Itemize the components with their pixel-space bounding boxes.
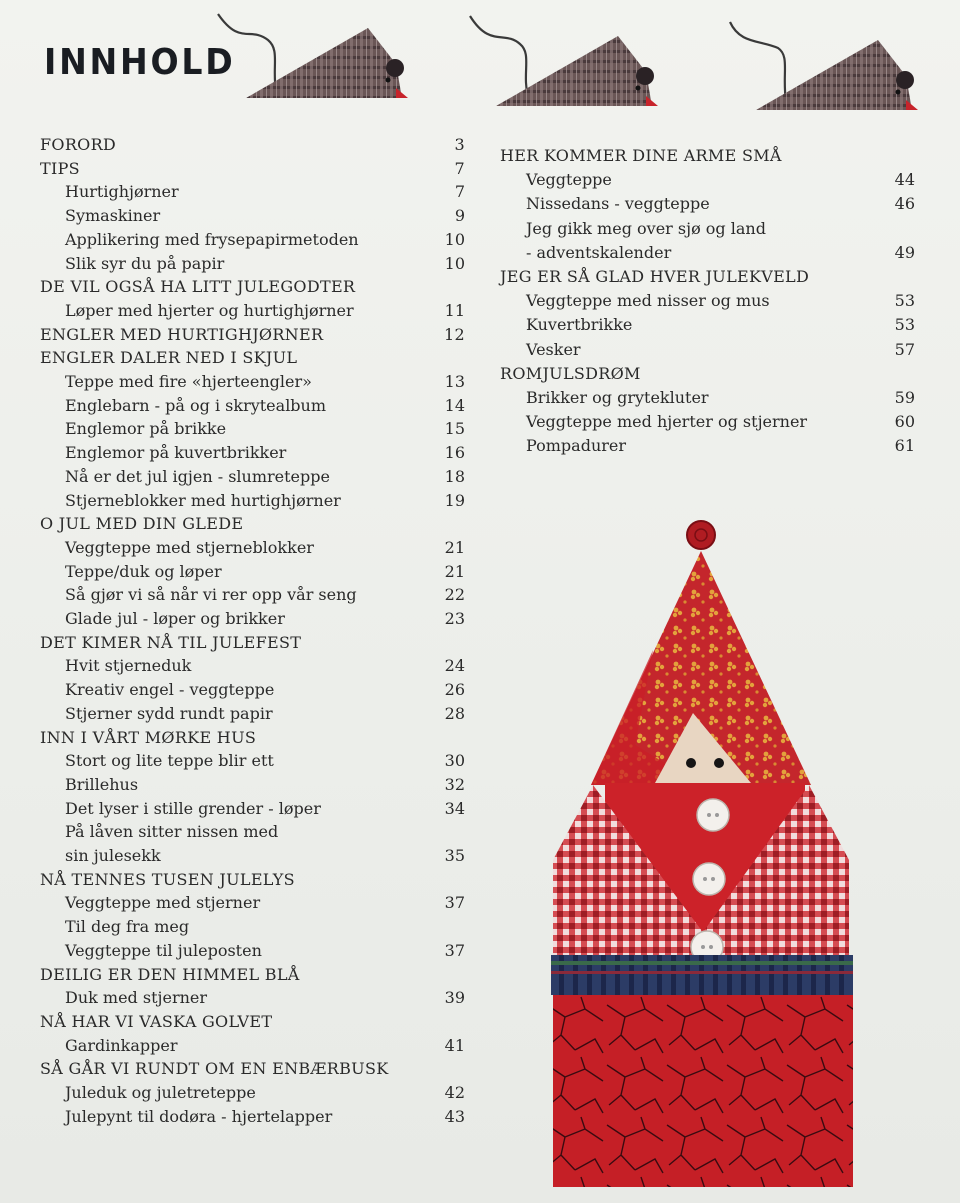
toc-entry-title: O JUL MED DIN GLEDE (40, 514, 244, 534)
toc-page-number: 16 (444, 443, 465, 463)
toc-page-number: 42 (444, 1083, 465, 1102)
toc-entry-title: Jeg gikk meg over sjø og land (526, 218, 766, 238)
toc-entry (40, 490, 470, 512)
toc-entry (40, 584, 470, 606)
toc-page-number: 57 (894, 339, 915, 359)
toc-entry-title: Hurtighjørner (65, 182, 179, 202)
toc-entry (40, 798, 470, 820)
toc-entry-title: Vesker (526, 339, 581, 359)
toc-entry (40, 253, 470, 275)
toc-page-number: 13 (444, 372, 465, 391)
toc-page-number: 7 (454, 182, 465, 202)
toc-entry-title: Slik syr du på papir (65, 253, 225, 273)
toc-page-number: 21 (444, 561, 465, 581)
toc-entry (500, 411, 920, 433)
toc-entry-title: ROMJULSDRØM (500, 363, 641, 383)
toc-entry-title: NÅ HAR VI VASKA GOLVET (40, 1011, 273, 1031)
toc-page-number: 14 (444, 395, 465, 415)
toc-page-number: 26 (444, 680, 465, 700)
toc-entry-title: Symaskiner (65, 206, 161, 226)
toc-entry-title: INN I VÅRT MØRKE HUS (40, 727, 257, 747)
toc-page-number: 21 (444, 537, 465, 557)
toc-entry (40, 1106, 470, 1128)
toc-entry (500, 314, 920, 336)
toc-page-number: 7 (454, 158, 465, 178)
toc-entry (40, 679, 470, 701)
toc-entry-title: Veggteppe (526, 170, 612, 190)
toc-entry (500, 242, 920, 264)
toc-page-number: 46 (894, 194, 915, 214)
toc-section-heading (40, 1011, 470, 1033)
toc-page-number: 11 (444, 300, 465, 320)
toc-page-number: 53 (894, 291, 915, 311)
toc-page-number: 61 (894, 436, 915, 456)
toc-section-heading (40, 632, 470, 654)
toc-section-heading (500, 145, 920, 167)
toc-entry (40, 418, 470, 440)
toc-page-number: 59 (894, 388, 915, 407)
toc-entry (40, 395, 470, 417)
toc-entry (40, 466, 470, 488)
toc-section-heading (40, 1058, 470, 1080)
toc-page-number: 44 (894, 170, 915, 190)
toc-entry (40, 608, 470, 630)
toc-page-number: 9 (454, 206, 465, 226)
toc-entry-title: Til deg fra meg (65, 917, 190, 937)
toc-entry-title: Så gjør vi så når vi rer opp vår seng (65, 585, 357, 605)
toc-entry-title: På låven sitter nissen med (65, 822, 279, 842)
toc-page-number: 49 (894, 242, 915, 262)
toc-entry (40, 442, 470, 464)
toc-entry-title: Pompadurer (526, 436, 627, 456)
toc-page-number: 3 (454, 135, 465, 154)
toc-entry (500, 435, 920, 457)
toc-entry-title: Hvit stjerneduk (65, 656, 192, 676)
toc-entry (40, 774, 470, 796)
toc-entry-title: Englemor på brikke (65, 419, 227, 439)
toc-entry-title: Kreativ engel - veggteppe (65, 680, 275, 700)
toc-entry-title: DET KIMER NÅ TIL JULEFEST (40, 632, 302, 652)
toc-right-column (500, 145, 920, 455)
toc-section-heading (40, 158, 470, 180)
toc-entry (40, 205, 470, 227)
toc-section-heading (500, 363, 920, 385)
toc-entry-title: Stjerner sydd rundt papir (65, 703, 273, 723)
fabric-gnome-illustration (545, 515, 857, 1190)
toc-entry-title: Nissedans - veggteppe (526, 194, 710, 214)
toc-page-number: 39 (444, 988, 465, 1008)
toc-entry-title: Veggteppe med hjerter og stjerner (526, 412, 808, 432)
toc-entry-title: Veggteppe med stjerner (65, 893, 261, 913)
toc-entry-title: Det lyser i stille grender - løper (65, 798, 321, 818)
plaid-mouse-icon (720, 14, 930, 114)
toc-entry-title: DE VIL OGSÅ HA LITT JULEGODTER (40, 277, 356, 297)
toc-entry (500, 169, 920, 191)
toc-entry-title: Stjerneblokker med hurtighjørner (65, 490, 341, 510)
toc-page-number: 18 (444, 466, 465, 486)
toc-entry-title: Teppe med fire «hjerteengler» (65, 372, 312, 391)
toc-entry-title: Teppe/duk og løper (65, 561, 222, 581)
toc-entry (40, 892, 470, 914)
toc-section-heading (40, 727, 470, 749)
toc-page-number: 60 (894, 412, 915, 432)
toc-page-number: 28 (444, 703, 465, 723)
toc-section-heading (40, 276, 470, 298)
toc-page-number: 22 (444, 585, 465, 605)
toc-entry (500, 290, 920, 312)
toc-entry (500, 339, 920, 361)
toc-entry (40, 703, 470, 725)
toc-page-number: 15 (444, 419, 465, 439)
toc-entry-title: Kuvertbrikke (526, 315, 633, 335)
toc-entry-title: sin julesekk (65, 846, 161, 865)
toc-entry (500, 387, 920, 409)
toc-entry-title: Julepynt til dodøra - hjertelapper (65, 1106, 333, 1126)
toc-entry-title: DEILIG ER DEN HIMMEL BLÅ (40, 964, 300, 984)
toc-entry (40, 561, 470, 583)
page-title: INNHOLD (44, 42, 236, 83)
toc-page-number: 10 (444, 253, 465, 273)
toc-entry-title: Duk med stjerner (65, 988, 208, 1008)
toc-entry (40, 537, 470, 559)
toc-entry-title: Veggteppe til juleposten (65, 940, 262, 960)
toc-section-heading (40, 324, 470, 346)
toc-entry-title: TIPS (40, 158, 80, 178)
toc-section-heading (500, 266, 920, 288)
toc-page-number: 23 (444, 609, 465, 628)
plaid-mouse-icon (210, 6, 420, 106)
toc-section-heading (40, 134, 470, 156)
toc-entry-title: Applikering med frysepapirmetoden (65, 229, 359, 249)
toc-entry (40, 750, 470, 772)
toc-entry-title: Juleduk og juletreteppe (65, 1083, 256, 1102)
toc-section-heading (40, 347, 470, 369)
toc-entry-title: Gardinkapper (65, 1035, 178, 1055)
toc-page-number: 37 (444, 893, 465, 913)
toc-entry-title: - adventskalender (526, 242, 672, 262)
toc-entry-title: Brillehus (65, 774, 139, 794)
toc-entry (40, 300, 470, 322)
toc-entry-title: JEG ER SÅ GLAD HVER JULEKVELD (500, 267, 810, 286)
toc-entry-title: HER KOMMER DINE ARME SMÅ (500, 146, 782, 165)
toc-entry-title: Løper med hjerter og hurtighjørner (65, 300, 354, 320)
toc-page-number: 32 (444, 774, 465, 794)
toc-page-number: 53 (894, 315, 915, 335)
toc-entry-title: ENGLER MED HURTIGHJØRNER (40, 324, 324, 344)
toc-entry (40, 821, 470, 843)
toc-entry-title: Stort og lite teppe blir ett (65, 751, 274, 771)
toc-entry (40, 845, 470, 867)
toc-entry-title: FORORD (40, 135, 117, 154)
toc-page-number: 35 (444, 846, 465, 865)
toc-entry-title: Veggteppe med nisser og mus (526, 291, 770, 311)
toc-page-number: 12 (444, 324, 465, 344)
toc-left-column (40, 134, 470, 1144)
toc-page-number: 19 (444, 490, 465, 510)
toc-section-heading (40, 513, 470, 535)
toc-page-number: 41 (444, 1035, 465, 1055)
toc-entry-title: Brikker og grytekluter (526, 388, 709, 407)
toc-entry-title: ENGLER DALER NED I SKJUL (40, 348, 298, 368)
toc-page-number: 24 (444, 656, 465, 676)
toc-section-heading (40, 964, 470, 986)
toc-page-number: 37 (444, 940, 465, 960)
toc-entry-title: Veggteppe med stjerneblokker (65, 537, 314, 557)
toc-entry (40, 229, 470, 251)
toc-entry (40, 371, 470, 393)
toc-entry (40, 916, 470, 938)
toc-entry (40, 655, 470, 677)
toc-entry (40, 987, 470, 1009)
toc-entry-title: Nå er det jul igjen - slumreteppe (65, 466, 330, 486)
toc-entry-title: NÅ TENNES TUSEN JULELYS (40, 869, 295, 889)
toc-entry-title: SÅ GÅR VI RUNDT OM EN ENBÆRBUSK (40, 1059, 389, 1079)
toc-entry (40, 1082, 470, 1104)
toc-section-heading (40, 869, 470, 891)
plaid-mouse-icon (460, 10, 670, 110)
toc-page-number: 34 (444, 798, 465, 818)
toc-entry (500, 218, 920, 240)
toc-entry-title: Englebarn - på og i skrytealbum (65, 395, 327, 415)
toc-page-number: 43 (444, 1106, 465, 1126)
toc-entry (500, 193, 920, 215)
toc-entry-title: Glade jul - løper og brikker (65, 609, 285, 628)
toc-page-number: 10 (444, 229, 465, 249)
toc-page-number: 30 (444, 751, 465, 771)
toc-entry (40, 1035, 470, 1057)
toc-entry (40, 940, 470, 962)
toc-entry (40, 181, 470, 203)
toc-entry-title: Englemor på kuvertbrikker (65, 443, 287, 463)
